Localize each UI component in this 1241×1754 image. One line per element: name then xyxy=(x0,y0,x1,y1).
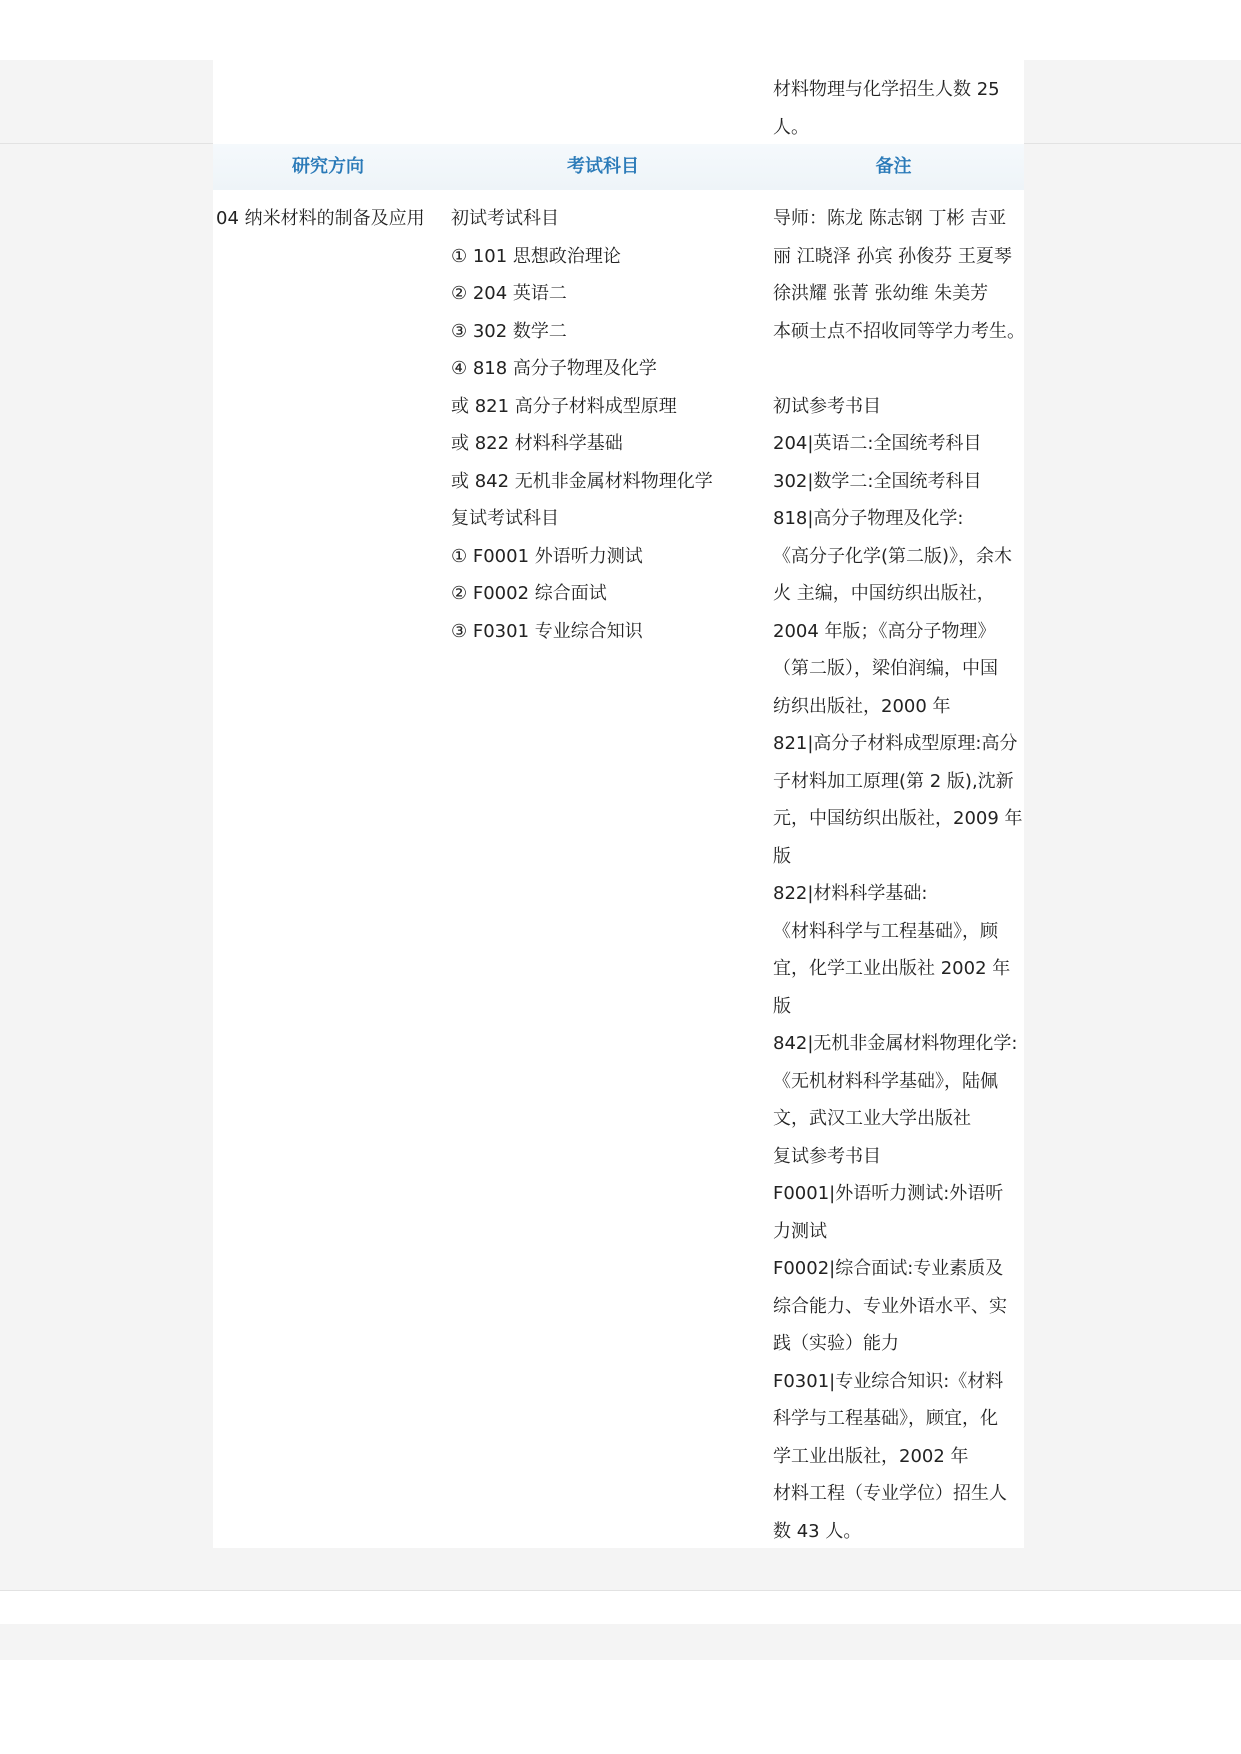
subject-line: ② 204 英语二 xyxy=(451,283,567,304)
subject-line: ① 101 思想政治理论 xyxy=(451,245,621,267)
note-line xyxy=(773,350,1025,388)
note-line: 子材料加工原理(第 2 版),沈新 xyxy=(773,770,1014,792)
note-line: 丽 江晓泽 孙宾 孙俊芬 王夏琴 xyxy=(773,245,1012,267)
table-header-row xyxy=(213,144,1024,190)
note-line: 204|英语二:全国统考科目 xyxy=(773,433,982,454)
subject-line: 或 821 高分子材料成型原理 xyxy=(451,395,677,417)
note-line: 版 xyxy=(773,995,791,1017)
note-line: 学工业出版社，2002 年 xyxy=(773,1445,969,1467)
footer-band xyxy=(0,1624,1241,1660)
note-line: 宜，化学工业出版社 2002 年 xyxy=(773,958,1011,979)
note-line: 火 主编，中国纺织出版社， xyxy=(773,583,995,604)
direction-cell xyxy=(216,200,425,238)
note-line: 版 xyxy=(773,845,791,867)
previous-row-panel xyxy=(213,60,1024,144)
note-line: 科学与工程基础》，顾宜，化 xyxy=(773,1408,998,1429)
header-subjects: 考试科目 xyxy=(567,156,639,177)
note-line: 初试参考书目 xyxy=(773,395,881,417)
note-line: 《高分子化学(第二版)》，余木 xyxy=(773,545,1013,567)
divider xyxy=(0,1590,1241,1591)
note-line: （第二版），梁伯润编，中国 xyxy=(773,658,998,679)
note-line: 文，武汉工业大学出版社 xyxy=(773,1108,971,1129)
note-line: F0001|外语听力测试:外语听 xyxy=(773,1183,1004,1204)
note-line: 复试参考书目 xyxy=(773,1145,881,1167)
note-line: 践（实验）能力 xyxy=(773,1333,899,1354)
note-line: 818|高分子物理及化学: xyxy=(773,508,964,529)
note-line: 2004 年版；《高分子物理》 xyxy=(773,620,996,642)
subject-line: ② F0002 综合面试 xyxy=(451,583,607,604)
subject-line: 或 822 材料科学基础 xyxy=(451,433,623,454)
note-line: 842|无机非金属材料物理化学: xyxy=(773,1033,1018,1054)
note-line: 《材料科学与工程基础》，顾 xyxy=(773,920,998,942)
note-line: 材料物理与化学招生人数 25 xyxy=(773,79,1000,100)
note-line: 导师：陈龙 陈志钢 丁彬 吉亚 xyxy=(773,208,1007,229)
note-line: 材料工程（专业学位）招生人 xyxy=(773,1483,1007,1504)
header-notes: 备注 xyxy=(875,156,912,177)
note-line: 综合能力、专业外语水平、实 xyxy=(773,1295,1007,1317)
header-direction: 研究方向 xyxy=(292,156,364,177)
subject-line: 复试考试科目 xyxy=(451,508,559,529)
subject-line: ③ 302 数学二 xyxy=(451,320,567,342)
subject-line: ① F0001 外语听力测试 xyxy=(451,545,643,567)
subject-line: ③ F0301 专业综合知识 xyxy=(451,620,643,642)
previous-row-note xyxy=(773,71,1000,146)
subjects-cell xyxy=(451,200,713,650)
note-line: 302|数学二:全国统考科目 xyxy=(773,470,982,492)
program-table xyxy=(213,144,1024,1548)
note-line: F0301|专业综合知识:《材料 xyxy=(773,1370,1004,1392)
note-line: 821|高分子材料成型原理:高分 xyxy=(773,733,1018,754)
note-line: 纺织出版社，2000 年 xyxy=(773,695,951,717)
direction-name: 04 纳米材料的制备及应用 xyxy=(216,208,425,229)
note-line: 人。 xyxy=(773,116,809,138)
note-line: 《无机材料科学基础》，陆佩 xyxy=(773,1070,998,1092)
note-line: 本硕士点不招收同等学力考生。 xyxy=(773,320,1025,342)
subject-line: 或 842 无机非金属材料物理化学 xyxy=(451,470,713,492)
note-line: 元，中国纺织出版社，2009 年 xyxy=(773,808,1023,829)
subject-line: ④ 818 高分子物理及化学 xyxy=(451,358,657,379)
note-line: 力测试 xyxy=(773,1220,827,1242)
note-line: 数 43 人。 xyxy=(773,1520,862,1542)
note-line: 徐洪耀 张菁 张幼维 朱美芳 xyxy=(773,283,989,304)
note-line: F0002|综合面试:专业素质及 xyxy=(773,1258,1004,1279)
subject-line: 初试考试科目 xyxy=(451,208,559,229)
notes-cell xyxy=(773,200,1025,1550)
note-line: 822|材料科学基础: xyxy=(773,883,928,904)
